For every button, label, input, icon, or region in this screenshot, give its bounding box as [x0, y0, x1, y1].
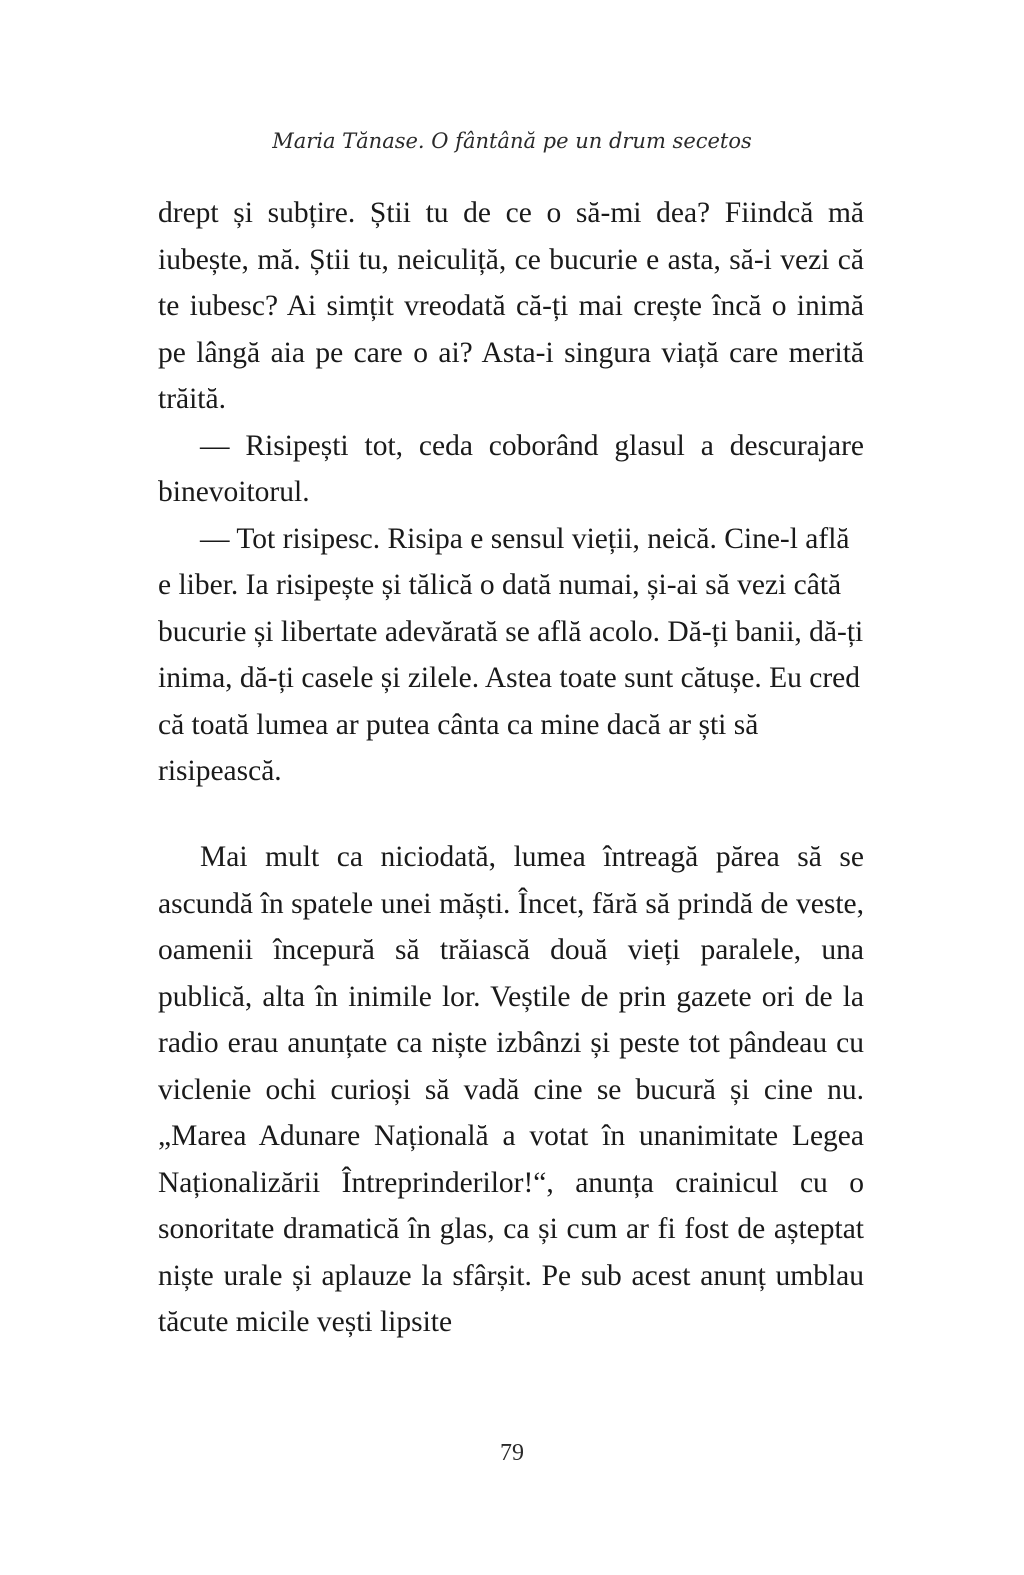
running-head: Maria Tănase. O fântână pe un drum secetos	[272, 129, 752, 153]
text-block-narrative	[158, 834, 864, 1346]
text-block-dialogue	[158, 190, 864, 795]
paragraph-dialogue-risipesti: — Risipești tot, ceda coborând glasul a descurajare binevoitorul.	[158, 429, 864, 508]
paragraph-dialogue-tot-risipesc: — Tot risipesc. Risipa e sensul vieții, neică. Cine-l află e liber. Ia risipește și tălică o dată numai, și-ai să vezi câtă bucurie și libertate adevărată se află acolo. Dă-ți banii, dă-ți inima, dă-ți casele și zilele. Astea toate sunt cătușe. Eu cred că toată lumea ar putea cânta ca mine dacă ar ști să risipească.	[158, 522, 864, 787]
page-number: 79	[500, 1440, 524, 1466]
paragraph-continuation: drept și subțire. Știi tu de ce o să-mi dea? Fiindcă mă iubește, mă. Știi tu, neiculiță, ce bucurie e asta, să-i vezi că te iubesc? Ai simțit vreodată că-ți mai crește încă o inimă pe lângă aia pe care o ai? Asta-i singura viață care merită trăită.	[158, 197, 864, 415]
paragraph-narrative: Mai mult ca niciodată, lumea întreagă părea să se ascundă în spatele unei măști. Încet, fără să prindă de veste, oamenii începură să trăiască două vieți paralele, una publică, alta în inimile lor. Veștile de prin gazete ori de la radio erau anunțate ca niște izbânzi și peste tot pândeau cu viclenie ochi curioși să vadă cine se bucură și cine nu. „Marea Adunare Națională a votat în unanimitate Legea Naționalizării Întreprinderilor!“, anunța crainicul cu o sonoritate dramatică în glas, ca și cum ar fi fost de așteptat niște urale și aplauze la sfârșit. Pe sub acest anunț umblau tăcute micile vești lipsite	[158, 841, 864, 1338]
